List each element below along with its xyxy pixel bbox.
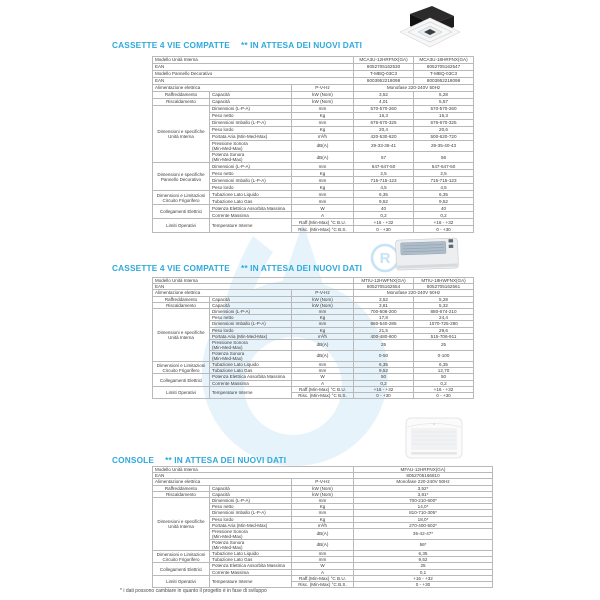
spec-label-cell: Modello Pannello Decorativo	[153, 71, 354, 78]
spec-unit-cell: Risc. (Min-Max) °C B.S.	[292, 581, 354, 587]
spec-unit-cell: kW (Nom)	[292, 296, 354, 302]
spec-label-cell: Tubazione Lato Liquido	[210, 362, 292, 368]
spec-label-cell: Peso netto	[210, 504, 292, 510]
spec-row	[153, 191, 474, 198]
spec-row	[153, 92, 474, 99]
spec-label-cell: Corrente Massima	[210, 212, 292, 219]
spec-table-console	[152, 466, 492, 588]
spec-row	[153, 64, 474, 71]
spec-label-cell: Portata Aria (Min-Med-Max)	[210, 134, 292, 141]
spec-label-cell: EAN	[153, 284, 354, 290]
spec-label-cell: Potenza Elettrica Assorbita Massima	[210, 374, 292, 380]
section-title-cassette-2	[112, 263, 362, 273]
spec-value-cell: 270-400-502*	[354, 522, 493, 528]
spec-row	[153, 99, 474, 106]
section-title-text: CONSOLE	[112, 455, 155, 465]
spec-label-cell: Pressione Sonora (Min-Med-Max)	[210, 339, 292, 350]
spec-value-cell: 25	[354, 563, 493, 569]
spec-group-cell: Limiti Operativi	[153, 219, 210, 233]
spec-value-cell: +16 - +32	[354, 575, 493, 581]
spec-unit-cell: W	[292, 205, 354, 212]
spec-value-cell: 2,5	[354, 170, 414, 177]
spec-unit-cell: Kg	[292, 170, 354, 177]
duct-product-photo	[393, 231, 465, 277]
spec-value-cell: 29-35-40-43	[414, 141, 474, 152]
spec-row	[153, 78, 474, 85]
spec-unit-cell: kW (Nom)	[292, 92, 354, 99]
spec-unit-cell: Kg	[292, 184, 354, 191]
spec-label-cell: Dimensioni Imballo (L-P-A)	[210, 120, 292, 127]
spec-label-cell: Capacità	[210, 99, 292, 106]
spec-label-cell: Modello Unità Interna	[153, 278, 354, 284]
spec-label-cell: Pressione Sonora (Min-Med-Max)	[210, 141, 292, 152]
spec-value-cell: 700-506-200	[354, 308, 414, 314]
section-title-suffix: ** IN ATTESA DEI NUOVI DATI	[240, 263, 363, 273]
spec-unit-cell: A	[292, 569, 354, 575]
spec-unit-cell: mm	[292, 191, 354, 198]
spec-value-cell: 810-710-305*	[354, 510, 493, 516]
spec-value-cell: 500-620-720	[414, 134, 474, 141]
spec-value-cell: 50	[354, 374, 414, 380]
section-title-suffix: ** IN ATTESA DEI NUOVI DATI	[165, 455, 287, 465]
spec-unit-cell: A	[292, 380, 354, 386]
spec-label-cell: Tubazione Lato Gas	[210, 557, 292, 563]
spec-row	[153, 219, 474, 226]
spec-group-cell: Dimensioni e Limitazioni Circuito Frigorifero	[153, 362, 210, 374]
spec-value-cell: 6,35	[414, 191, 474, 198]
spec-value-cell: +16 - +32	[414, 219, 474, 226]
spec-value-cell: T-MBQ-03C3	[354, 71, 414, 78]
section-title-text: CASSETTE 4 VIE COMPATTE	[112, 40, 230, 50]
spec-unit-cell: dB(A)	[292, 339, 354, 350]
spec-label-cell: Tubazione Lato Gas	[210, 198, 292, 205]
spec-group-cell: Dimensioni e Limitazioni Circuito Frigorifero	[153, 191, 210, 205]
spec-row	[153, 205, 474, 212]
spec-unit-cell: A	[292, 212, 354, 219]
spec-value-cell: 5,57	[414, 99, 474, 106]
spec-unit-cell: Kg	[292, 327, 354, 333]
spec-label-cell: Dimensioni (L-P-A)	[210, 497, 292, 503]
spec-value-cell: 676-670-325	[354, 120, 414, 127]
spec-value-cell: MCA3U-18HRFNX(GA)	[414, 57, 474, 64]
spec-label-cell: Peso lordo	[210, 516, 292, 522]
spec-unit-cell: m³/h	[292, 134, 354, 141]
spec-label-cell: Dimensioni Imballo (L-P-A)	[210, 321, 292, 327]
spec-table-cassette-2	[152, 277, 473, 399]
spec-value-cell: 1070-725-280	[414, 321, 474, 327]
spec-unit-cell: dB(A)	[292, 528, 354, 539]
spec-label-cell: Pressione Sonora (Min-Med-Max)	[210, 528, 292, 539]
spec-label-cell: Peso netto	[210, 315, 292, 321]
spec-unit-cell: W	[292, 374, 354, 380]
spec-unit-cell: m³/h	[292, 522, 354, 528]
spec-value-cell: 8052705162554	[354, 284, 414, 290]
spec-unit-cell: Kg	[292, 315, 354, 321]
spec-value-cell: 5,28	[414, 92, 474, 99]
spec-unit-cell: mm	[292, 497, 354, 503]
spec-unit-cell: Raff.(Min-Max) °C B.U.	[292, 219, 354, 226]
spec-label-cell: Alimentazione elettrica	[153, 290, 292, 296]
spec-group-cell: Collegamenti Elettrici	[153, 563, 210, 575]
spec-label-cell: EAN	[153, 64, 354, 71]
spec-unit-cell: mm	[292, 106, 354, 113]
spec-unit-cell: mm	[292, 368, 354, 374]
spec-value-cell: 14,0*	[354, 504, 493, 510]
spec-value-cell: 400-480-600	[354, 333, 414, 339]
spec-value-cell: +16 - +32	[354, 219, 414, 226]
spec-group-cell: Riscaldamento	[153, 302, 210, 308]
spec-value-cell: 0,2	[354, 380, 414, 386]
spec-value-cell: 40	[414, 205, 474, 212]
spec-value-cell: 715-715-123	[414, 177, 474, 184]
spec-label-cell: Dimensioni Imballo (L-P-A)	[210, 510, 292, 516]
spec-value-cell: 420-530-620	[354, 134, 414, 141]
spec-value-cell: 0 - +30	[354, 226, 414, 233]
spec-value-cell: MFAU-12HRFNX(GA)	[354, 467, 493, 473]
spec-value-cell: 0 - +30	[354, 392, 414, 398]
spec-label-cell: Temperature Interne	[210, 219, 292, 233]
spec-label-cell: Alimentazione elettrica	[153, 479, 292, 485]
spec-value-cell: 57	[354, 152, 414, 163]
spec-unit-cell: Raff.(Min-Max) °C B.U.	[292, 386, 354, 392]
spec-value-cell: +16 - +32	[354, 386, 414, 392]
spec-value-cell: 880-674-210	[414, 308, 474, 314]
spec-value-cell: 6,35	[354, 362, 414, 368]
spec-label-cell: Dimensioni (L-P-A)	[210, 106, 292, 113]
spec-row	[153, 163, 474, 170]
spec-unit-cell: Risc. (Min-Max) °C B.S.	[292, 392, 354, 398]
spec-value-cell: 20,6	[414, 127, 474, 134]
spec-label-cell: Potenza Sonora (Min-Med-Max)	[210, 152, 292, 163]
cassette-product-photo	[398, 2, 462, 52]
spec-label-cell: Capacità	[210, 302, 292, 308]
spec-label-cell: EAN	[153, 78, 354, 85]
spec-value-cell: 29-33-36-41	[354, 141, 414, 152]
spec-value-cell: 35-42-47*	[354, 528, 493, 539]
spec-value-cell: 56*	[354, 539, 493, 550]
spec-group-cell: Riscaldamento	[153, 99, 210, 106]
spec-label-cell: Capacità	[210, 296, 292, 302]
spec-table	[152, 466, 493, 588]
spec-value-cell: 9,52	[414, 198, 474, 205]
spec-label-cell: Dimensioni Imballo (L-P-A)	[210, 177, 292, 184]
spec-value-cell: 25	[414, 339, 474, 350]
spec-value-cell: 3,52	[354, 296, 414, 302]
spec-value-cell: 21,5	[354, 327, 414, 333]
spec-unit-cell: mm	[292, 510, 354, 516]
spec-value-cell: 25	[354, 339, 414, 350]
spec-unit-cell: dB(A)	[292, 350, 354, 361]
spec-label-cell: Modello Unità Interna	[153, 57, 354, 64]
spec-value-cell: 9,52	[354, 368, 414, 374]
spec-table	[152, 277, 474, 399]
spec-unit-cell: P-V-Hz	[292, 479, 354, 485]
spec-label-cell: Capacità	[210, 485, 292, 491]
spec-value-cell: 8052705162561	[414, 284, 474, 290]
spec-value-cell: 515-706-911	[414, 333, 474, 339]
section-title-text: CASSETTE 4 VIE COMPATTE	[112, 263, 230, 273]
spec-value-cell: 700-210-600*	[354, 497, 493, 503]
spec-label-cell: Potenza Sonora (Min-Med-Max)	[210, 539, 292, 550]
spec-value-cell: 6,35	[354, 191, 414, 198]
spec-value-cell: 8003952218098	[414, 78, 474, 85]
spec-value-cell: 8052705166810	[354, 473, 493, 479]
section-title-suffix: ** IN ATTESA DEI NUOVI DATI	[240, 40, 363, 50]
spec-label-cell: Peso lordo	[210, 327, 292, 333]
spec-label-cell: Tubazione Lato Liquido	[210, 551, 292, 557]
spec-unit-cell: dB(A)	[292, 152, 354, 163]
spec-unit-cell: dB(A)	[292, 141, 354, 152]
spec-value-cell: 8003952218098	[354, 78, 414, 85]
spec-row	[153, 71, 474, 78]
spec-value-cell: 0,2	[414, 380, 474, 386]
spec-value-cell: 12,70	[414, 368, 474, 374]
spec-unit-cell: m³/h	[292, 333, 354, 339]
spec-label-cell: Potenza Sonora (Min-Med-Max)	[210, 350, 292, 361]
spec-unit-cell: P-V-Hz	[292, 85, 354, 92]
spec-value-cell: 2,5	[414, 170, 474, 177]
spec-value-cell: 647-647-50	[414, 163, 474, 170]
spec-value-cell: 3,52*	[354, 485, 493, 491]
spec-value-cell: 0,2	[354, 212, 414, 219]
spec-unit-cell: W	[292, 563, 354, 569]
spec-value-cell: 676-670-325	[414, 120, 474, 127]
spec-value-cell: MTIU-18HWFNX(GA)	[414, 278, 474, 284]
spec-table	[152, 56, 474, 233]
spec-label-cell: Alimentazione elettrica	[153, 85, 292, 92]
console-product-photo	[402, 412, 466, 462]
spec-group-cell: Raffreddamento	[153, 485, 210, 491]
spec-unit-cell: Risc. (Min-Max) °C B.S.	[292, 226, 354, 233]
spec-group-cell: Dimensioni e Limitazioni Circuito Frigorifero	[153, 551, 210, 563]
spec-group-cell: Dimensioni e specifiche Unità Interna	[153, 497, 210, 550]
spec-group-cell: Limiti Operativi	[153, 575, 210, 587]
spec-group-cell: Dimensioni e specifiche Unità Interna	[153, 308, 210, 361]
spec-label-cell: Capacità	[210, 491, 292, 497]
spec-label-cell: Dimensioni (L-P-A)	[210, 163, 292, 170]
watermark-r-text: R	[379, 250, 391, 267]
spec-unit-cell: dB(A)	[292, 539, 354, 550]
spec-value-cell: 570-570-260	[354, 106, 414, 113]
spec-unit-cell: Kg	[292, 127, 354, 134]
spec-value-cell: 4,01	[354, 99, 414, 106]
spec-value-cell: 0 - +30	[414, 226, 474, 233]
spec-label-cell: Temperature Interne	[210, 386, 292, 398]
spec-unit-cell: kW (Nom)	[292, 99, 354, 106]
spec-value-cell: Monofase 220-240V 50Hz	[354, 85, 474, 92]
spec-value-cell: +16 - +32	[414, 386, 474, 392]
spec-unit-cell: mm	[292, 198, 354, 205]
spec-value-cell: MTIU-12HWFNX(GA)	[354, 278, 414, 284]
spec-unit-cell: Kg	[292, 516, 354, 522]
spec-label-cell: Capacità	[210, 92, 292, 99]
spec-label-cell: Corrente Massima	[210, 569, 292, 575]
spec-table-cassette-1	[152, 56, 473, 233]
spec-label-cell: Potenza Elettrica Assorbita Massima	[210, 205, 292, 212]
spec-value-cell: 29,6	[414, 327, 474, 333]
spec-unit-cell: mm	[292, 362, 354, 368]
spec-value-cell: Monofase 220-240V 50Hz	[354, 290, 474, 296]
spec-unit-cell: kW (Nom)	[292, 302, 354, 308]
spec-unit-cell: mm	[292, 308, 354, 314]
spec-unit-cell: mm	[292, 551, 354, 557]
spec-group-cell: Dimensioni e specifiche Unità Interna	[153, 106, 210, 163]
spec-value-cell: 24,4	[414, 315, 474, 321]
spec-label-cell: Peso lordo	[210, 127, 292, 134]
spec-unit-cell: mm	[292, 120, 354, 127]
spec-value-cell: 6,35	[354, 551, 493, 557]
spec-value-cell: 0-50	[354, 350, 414, 361]
spec-value-cell: 5,28	[414, 296, 474, 302]
spec-group-cell: Collegamenti Elettrici	[153, 374, 210, 386]
spec-value-cell: 17,8	[354, 315, 414, 321]
spec-value-cell: 0-100	[414, 350, 474, 361]
spec-unit-cell: mm	[292, 177, 354, 184]
spec-unit-cell: kW (Nom)	[292, 491, 354, 497]
spec-value-cell: 6,35	[414, 362, 474, 368]
footnote: * i dati possono cambiare in quanto il progetto è in fase di sviluppo	[120, 588, 267, 594]
spec-value-cell: 5,32	[414, 302, 474, 308]
spec-value-cell: 18,0*	[354, 516, 493, 522]
spec-unit-cell: mm	[292, 163, 354, 170]
spec-value-cell: 3,81*	[354, 491, 493, 497]
spec-value-cell: 860-540-285	[354, 321, 414, 327]
spec-unit-cell: mm	[292, 557, 354, 563]
spec-value-cell: 50	[414, 374, 474, 380]
spec-label-cell: Corrente Massima	[210, 380, 292, 386]
spec-label-cell: Potenza Elettrica Assorbita Massima	[210, 563, 292, 569]
spec-label-cell: Portata Aria (Min-Med-Max)	[210, 333, 292, 339]
spec-value-cell: 4,5	[414, 184, 474, 191]
section-title-cassette-1	[112, 40, 362, 50]
spec-row	[153, 106, 474, 113]
spec-label-cell: Peso netto	[210, 170, 292, 177]
spec-label-cell: Dimensioni (L-P-A)	[210, 308, 292, 314]
spec-value-cell: 40	[354, 205, 414, 212]
spec-group-cell: Riscaldamento	[153, 491, 210, 497]
spec-unit-cell: Kg	[292, 113, 354, 120]
spec-label-cell: Peso lordo	[210, 184, 292, 191]
spec-value-cell: 8052705162530	[354, 64, 414, 71]
spec-label-cell: Tubazione Lato Gas	[210, 368, 292, 374]
spec-value-cell: 3,81	[354, 302, 414, 308]
spec-unit-cell: Kg	[292, 504, 354, 510]
spec-value-cell: 8052705162547	[414, 64, 474, 71]
spec-value-cell: 0,2	[414, 212, 474, 219]
spec-value-cell: MCA3U-12HRFNX(GA)	[354, 57, 414, 64]
spec-row	[153, 85, 474, 92]
spec-unit-cell: P-V-Hz	[292, 290, 354, 296]
spec-value-cell: Monofase 220-240V 50Hz	[354, 479, 493, 485]
spec-value-cell: T-MBQ-03C3	[414, 71, 474, 78]
spec-value-cell: 16,3	[414, 113, 474, 120]
spec-value-cell: 570-570-260	[414, 106, 474, 113]
spec-unit-cell: kW (Nom)	[292, 485, 354, 491]
spec-value-cell: 56	[414, 152, 474, 163]
spec-value-cell: 3,52	[354, 92, 414, 99]
spec-value-cell: 647-647-50	[354, 163, 414, 170]
spec-value-cell: 9,52	[354, 557, 493, 563]
spec-group-cell: Raffreddamento	[153, 92, 210, 99]
spec-value-cell: 16,3	[354, 113, 414, 120]
spec-value-cell: 715-715-123	[354, 177, 414, 184]
spec-unit-cell: mm	[292, 321, 354, 327]
spec-group-cell: Limiti Operativi	[153, 386, 210, 398]
spec-value-cell: 20,4	[354, 127, 414, 134]
spec-value-cell: 9,52	[354, 198, 414, 205]
spec-value-cell: 0 - +30	[414, 392, 474, 398]
spec-value-cell: 0,1	[354, 569, 493, 575]
spec-label-cell: Tubazione Lato Liquido	[210, 191, 292, 198]
spec-value-cell: 0 - +30	[354, 581, 493, 587]
spec-group-cell: Dimensioni e specifiche Pannello Decorativo	[153, 163, 210, 191]
spec-label-cell: Temperature Interne	[210, 575, 292, 587]
spec-label-cell: Modello Unità Interna	[153, 467, 354, 473]
spec-group-cell: Collegamenti Elettrici	[153, 205, 210, 219]
spec-label-cell: Peso netto	[210, 113, 292, 120]
spec-unit-cell: Raff.(Min-Max) °C B.U.	[292, 575, 354, 581]
spec-value-cell: 4,5	[354, 184, 414, 191]
spec-label-cell: EAN	[153, 473, 354, 479]
spec-row	[153, 57, 474, 64]
spec-group-cell: Raffreddamento	[153, 296, 210, 302]
section-title-console	[112, 455, 286, 465]
spec-label-cell: Portata Aria (Min-Med-Max)	[210, 522, 292, 528]
